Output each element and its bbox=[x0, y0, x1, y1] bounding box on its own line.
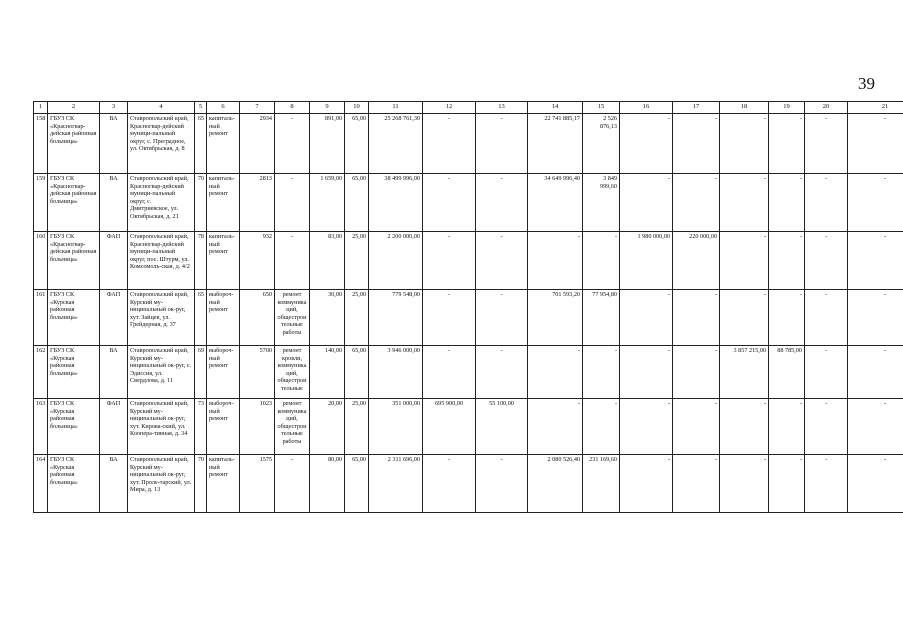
column-header: 2 bbox=[48, 102, 100, 114]
table-cell: - bbox=[805, 290, 848, 346]
table-cell: - bbox=[423, 346, 476, 399]
table-cell: Ставропольский край, Курский му-ниципальный ок-руг, с. Эдиссия, ул. Свердлова, д. 11 bbox=[128, 346, 195, 399]
table-cell: Ставропольский край, Курский му-ниципальный ок-руг, хут. Проле-тарский, ул. Мира, д. 13 bbox=[128, 455, 195, 513]
table-cell: 2 311 696,00 bbox=[369, 455, 423, 513]
table-cell: 2 080 526,40 bbox=[528, 455, 583, 513]
table-cell: Ставропольский край, Красногвар-дейский муници-пальный округ, с. Дмитриевское, ул. Октябрьская, д. 21 bbox=[128, 174, 195, 232]
table-cell: 20,00 bbox=[310, 399, 345, 455]
table-cell: ремонт коммуника ций, общестрои тельные работы bbox=[275, 290, 310, 346]
table-cell: 77 954,80 bbox=[583, 290, 620, 346]
table-cell: выбороч-ный ремонт bbox=[207, 399, 240, 455]
table-cell: 5700 bbox=[240, 346, 275, 399]
column-header: 18 bbox=[720, 102, 769, 114]
table-cell: - bbox=[583, 346, 620, 399]
table-cell: 891,00 bbox=[310, 114, 345, 174]
column-header: 1 bbox=[34, 102, 48, 114]
table-cell: - bbox=[620, 346, 673, 399]
table-cell: - bbox=[805, 346, 848, 399]
column-header: 20 bbox=[805, 102, 848, 114]
table-cell: ремонт кровли, коммуника ций, общестрои тельные bbox=[275, 346, 310, 399]
table-cell: - bbox=[476, 290, 528, 346]
table-row bbox=[34, 399, 903, 455]
table-cell: - bbox=[720, 114, 769, 174]
table-cell: 163 bbox=[34, 399, 48, 455]
header-row bbox=[34, 102, 903, 114]
column-header: 19 bbox=[769, 102, 805, 114]
table-cell: 65,00 bbox=[345, 346, 369, 399]
table-cell: - bbox=[528, 399, 583, 455]
table-cell: - bbox=[423, 174, 476, 232]
table-cell: 701 593,20 bbox=[528, 290, 583, 346]
table-cell: ВА bbox=[100, 174, 128, 232]
column-header: 3 bbox=[100, 102, 128, 114]
table-cell: Ставропольский край, Курский му-ниципальный ок-руг, хут. Зайцев, ул. Грейдерная, д. 37 bbox=[128, 290, 195, 346]
table-cell: - bbox=[805, 399, 848, 455]
table-cell: - bbox=[528, 346, 583, 399]
table-cell: 3 946 000,00 bbox=[369, 346, 423, 399]
table-cell: - bbox=[620, 290, 673, 346]
table-cell: - bbox=[805, 174, 848, 232]
column-header: 14 bbox=[528, 102, 583, 114]
table-cell: - bbox=[720, 290, 769, 346]
table-cell: 1023 bbox=[240, 399, 275, 455]
table-cell: 2813 bbox=[240, 174, 275, 232]
table-cell: - bbox=[476, 346, 528, 399]
table-cell: ВА bbox=[100, 114, 128, 174]
column-header: 5 bbox=[195, 102, 207, 114]
table-cell: 65 bbox=[195, 290, 207, 346]
table-cell: - bbox=[275, 174, 310, 232]
table-cell: 2 200 000,00 bbox=[369, 232, 423, 290]
table-cell: - bbox=[620, 114, 673, 174]
table-cell: ГБУЗ СК «Курская районная больница» bbox=[48, 290, 100, 346]
column-header: 9 bbox=[310, 102, 345, 114]
table-cell: 650 bbox=[240, 290, 275, 346]
table-cell: - bbox=[528, 232, 583, 290]
table-cell: 932 bbox=[240, 232, 275, 290]
table-cell: 1 659,00 bbox=[310, 174, 345, 232]
table-cell: 161 bbox=[34, 290, 48, 346]
table-cell: - bbox=[848, 174, 903, 232]
table-cell: 2934 bbox=[240, 114, 275, 174]
table-row bbox=[34, 290, 903, 346]
table-cell: ремонт коммуника ций, общестрои тельные работы bbox=[275, 399, 310, 455]
column-header: 11 bbox=[369, 102, 423, 114]
table-cell: - bbox=[769, 232, 805, 290]
column-header: 13 bbox=[476, 102, 528, 114]
table-cell: 779 548,00 bbox=[369, 290, 423, 346]
table-cell: 25,00 bbox=[345, 399, 369, 455]
table-cell: 158 bbox=[34, 114, 48, 174]
table-cell: 2 526 876,13 bbox=[583, 114, 620, 174]
column-header: 7 bbox=[240, 102, 275, 114]
table-cell: - bbox=[620, 399, 673, 455]
table-cell: - bbox=[848, 290, 903, 346]
table-cell: - bbox=[423, 114, 476, 174]
table-cell: - bbox=[720, 232, 769, 290]
table-cell: - bbox=[476, 232, 528, 290]
column-header: 8 bbox=[275, 102, 310, 114]
table-cell: 65 bbox=[195, 114, 207, 174]
table-cell: 140,00 bbox=[310, 346, 345, 399]
table-cell: - bbox=[423, 455, 476, 513]
table-cell: - bbox=[848, 455, 903, 513]
table-row bbox=[34, 174, 903, 232]
table-cell: ГБУЗ СК «Курская районная больница» bbox=[48, 399, 100, 455]
table-row bbox=[34, 232, 903, 290]
table-cell: - bbox=[673, 346, 720, 399]
table-cell: ГБУЗ СК «Красногвар-дейская районная больница» bbox=[48, 114, 100, 174]
table-cell: - bbox=[848, 399, 903, 455]
table-cell: - bbox=[476, 174, 528, 232]
table-cell: ГБУЗ СК «Красногвар-дейская районная больница» bbox=[48, 174, 100, 232]
table-cell: - bbox=[583, 232, 620, 290]
table-cell: ГБУЗ СК «Курская районная больница» bbox=[48, 346, 100, 399]
table-cell: 38 499 996,00 bbox=[369, 174, 423, 232]
table-cell: капиталь-ный ремонт bbox=[207, 455, 240, 513]
table-cell: 34 649 996,40 bbox=[528, 174, 583, 232]
table-cell: 65,00 bbox=[345, 174, 369, 232]
table-cell: 83,00 bbox=[310, 232, 345, 290]
table-cell: 80,00 bbox=[310, 455, 345, 513]
table-cell: капиталь-ный ремонт bbox=[207, 174, 240, 232]
table-cell: 65,00 bbox=[345, 455, 369, 513]
table-cell: ВА bbox=[100, 346, 128, 399]
table-cell: ВА bbox=[100, 455, 128, 513]
table-cell: 25,00 bbox=[345, 290, 369, 346]
table-cell: ГБУЗ СК «Красногвар-дейская районная больница» bbox=[48, 232, 100, 290]
table-cell: капиталь-ный ремонт bbox=[207, 114, 240, 174]
table-cell: 22 741 885,17 bbox=[528, 114, 583, 174]
table-cell: 65,00 bbox=[345, 114, 369, 174]
table-cell: - bbox=[620, 455, 673, 513]
table-cell: 70 bbox=[195, 455, 207, 513]
column-header: 21 bbox=[848, 102, 903, 114]
table-cell: - bbox=[769, 174, 805, 232]
table-cell: ГБУЗ СК «Курская районная больница» bbox=[48, 455, 100, 513]
table-cell: 231 169,60 bbox=[583, 455, 620, 513]
table-cell: - bbox=[805, 114, 848, 174]
table-cell: - bbox=[769, 290, 805, 346]
table-cell: 3 857 215,00 bbox=[720, 346, 769, 399]
column-header: 16 bbox=[620, 102, 673, 114]
table-cell: - bbox=[720, 399, 769, 455]
table-cell: ФАП bbox=[100, 232, 128, 290]
table-cell: 160 bbox=[34, 232, 48, 290]
table-cell: - bbox=[769, 114, 805, 174]
table-cell: 25 268 761,30 bbox=[369, 114, 423, 174]
table-cell: 220 000,00 bbox=[673, 232, 720, 290]
table-cell: - bbox=[673, 455, 720, 513]
data-table bbox=[33, 101, 903, 513]
table-cell: - bbox=[275, 455, 310, 513]
table-cell: 695 900,00 bbox=[423, 399, 476, 455]
table-cell: - bbox=[620, 174, 673, 232]
table-cell: 73 bbox=[195, 399, 207, 455]
table-cell: - bbox=[275, 232, 310, 290]
table-row bbox=[34, 455, 903, 513]
table-cell: - bbox=[423, 232, 476, 290]
table-cell: - bbox=[805, 455, 848, 513]
page-number: 39 bbox=[858, 74, 875, 93]
table-cell: 351 000,00 bbox=[369, 399, 423, 455]
column-header: 4 bbox=[128, 102, 195, 114]
table-cell: Ставропольский край, Курский му-ниципальный ок-руг, хут. Кирова-ский, ул. Коопера-тивная, д. 34 bbox=[128, 399, 195, 455]
table-cell: 25,00 bbox=[345, 232, 369, 290]
table-cell: - bbox=[583, 399, 620, 455]
table-cell: ФАП bbox=[100, 290, 128, 346]
table-cell: 159 bbox=[34, 174, 48, 232]
table-cell: - bbox=[673, 114, 720, 174]
column-header: 15 bbox=[583, 102, 620, 114]
table-cell: 70 bbox=[195, 174, 207, 232]
table-cell: 69 bbox=[195, 346, 207, 399]
table-row bbox=[34, 346, 903, 399]
table-cell: 1575 bbox=[240, 455, 275, 513]
table-cell: 3 849 999,60 bbox=[583, 174, 620, 232]
table-cell: - bbox=[476, 455, 528, 513]
table-cell: 55 100,00 bbox=[476, 399, 528, 455]
table-cell: Ставропольский край, Красногвар-дейский муници-пальный округ, с. Преградное, ул. Октябрьская, д. 8 bbox=[128, 114, 195, 174]
table-cell: Ставропольский край, Красногвар-дейский муници-пальный округ, пос. Штурм, ул. Комсомоль-ская, д. 4/2 bbox=[128, 232, 195, 290]
table-cell: - bbox=[848, 114, 903, 174]
table-row bbox=[34, 114, 903, 174]
table-cell: выбороч-ный ремонт bbox=[207, 290, 240, 346]
column-header: 12 bbox=[423, 102, 476, 114]
table-cell: 88 785,00 bbox=[769, 346, 805, 399]
column-header: 10 bbox=[345, 102, 369, 114]
table-cell: - bbox=[476, 114, 528, 174]
column-header: 17 bbox=[673, 102, 720, 114]
table-cell: ФАП bbox=[100, 399, 128, 455]
table-cell: - bbox=[673, 290, 720, 346]
table-cell: - bbox=[275, 114, 310, 174]
table-cell: - bbox=[848, 232, 903, 290]
table-cell: 162 bbox=[34, 346, 48, 399]
table-cell: - bbox=[673, 399, 720, 455]
table-cell: - bbox=[720, 174, 769, 232]
table-cell: - bbox=[769, 455, 805, 513]
table-cell: 164 bbox=[34, 455, 48, 513]
table-cell: - bbox=[805, 232, 848, 290]
table-cell: - bbox=[769, 399, 805, 455]
table-cell: - bbox=[673, 174, 720, 232]
table-cell: - bbox=[720, 455, 769, 513]
table-cell: 30,00 bbox=[310, 290, 345, 346]
table-cell: выбороч-ный ремонт bbox=[207, 346, 240, 399]
table-cell: - bbox=[423, 290, 476, 346]
table-cell: 1 980 000,00 bbox=[620, 232, 673, 290]
column-header: 6 bbox=[207, 102, 240, 114]
table-cell: 78 bbox=[195, 232, 207, 290]
table-cell: - bbox=[848, 346, 903, 399]
table-cell: капиталь-ный ремонт bbox=[207, 232, 240, 290]
